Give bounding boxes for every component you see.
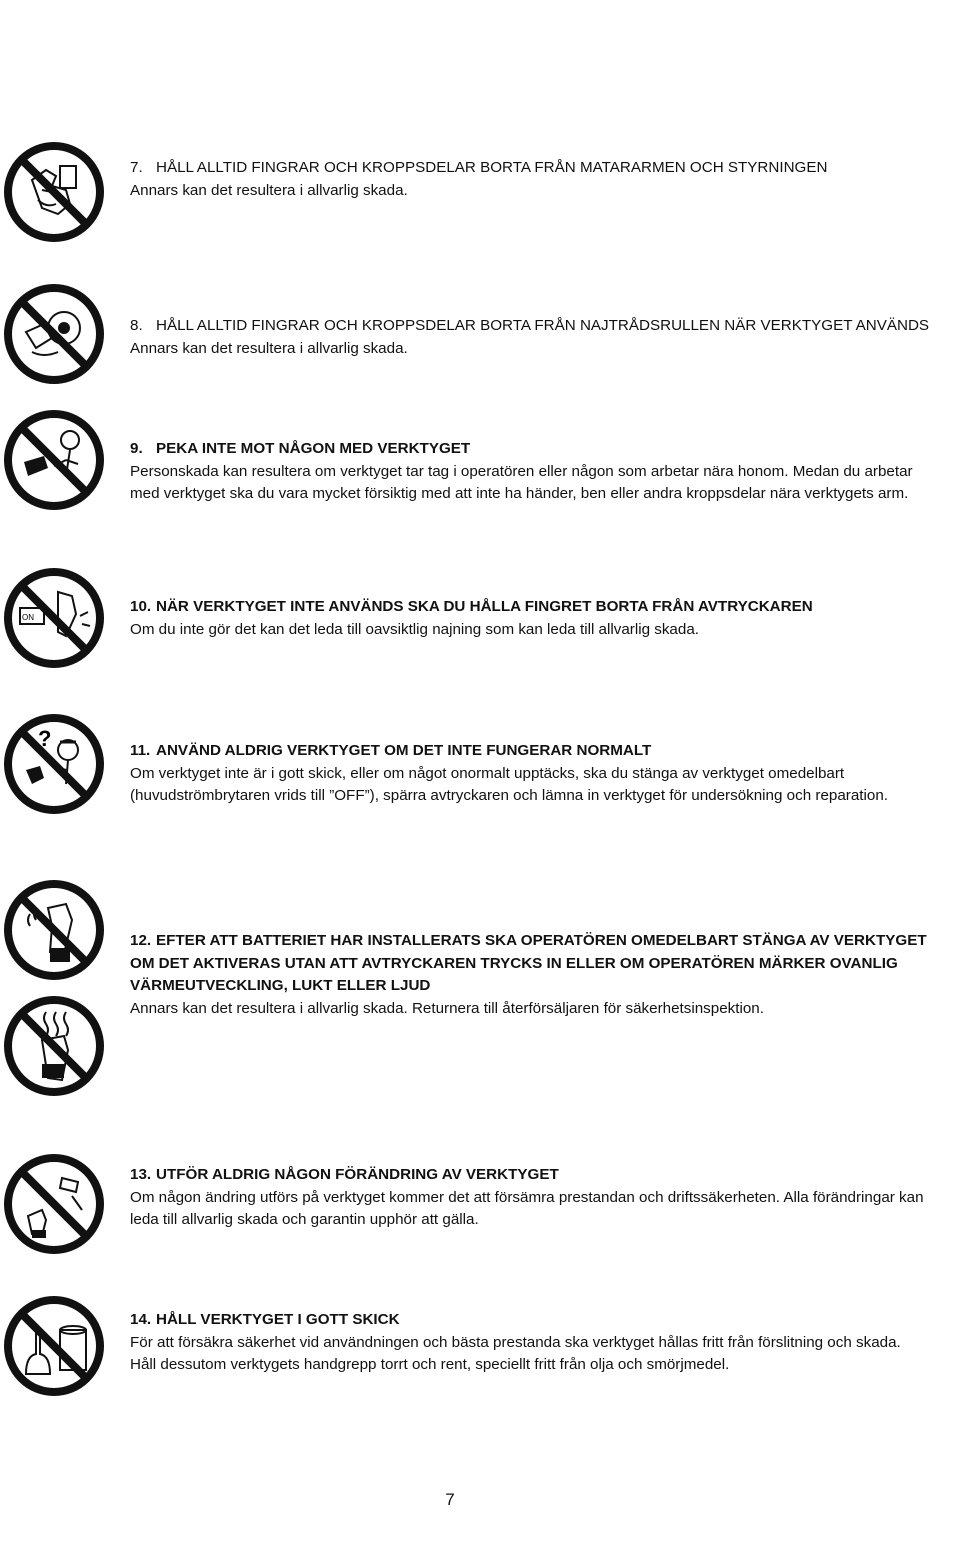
item-body: Om du inte gör det kan det leda till oavsiktlig najning som kan leda till allvarlig skada. [130,620,699,638]
item-heading: 7. HÅLL ALLTID FINGRAR OCH KROPPSDELAR BORTA FRÅN MATARARMEN OCH STYRNINGEN [130,159,828,176]
safety-item-text [130,740,930,808]
safety-item-text [130,438,930,506]
prohibition-modification-icon [2,1152,106,1256]
item-heading: 12. EFTER ATT BATTERIET HAR INSTALLERATS SKA OPERATÖREN OMEDELBART STÄNGA AV VERKTYGET OM DET AKTIVERAS UTAN ATT AVTRYCKAREN TRYCKS IN ELLER OM OPERATÖREN MÄRKER OVANLIG VÄRMEUTVECKLING, LUKT ELLER LJUD [130,932,927,994]
item-heading: 8. HÅLL ALLTID FINGRAR OCH KROPPSDELAR BORTA FRÅN NAJTRÅDSRULLEN NÄR VERKTYGET ANVÄNDS [130,317,930,334]
prohibition-malfunction-icon [2,712,106,816]
prohibition-battery-heat-icon [2,878,106,982]
safety-item-text [130,315,930,360]
safety-item-text [130,1309,930,1377]
svg-text:ON: ON [22,613,34,622]
item-body: Annars kan det resultera i allvarlig skada. [130,339,408,357]
item-heading: 10. NÄR VERKTYGET INTE ANVÄNDS SKA DU HÅLLA FINGRET BORTA FRÅN AVTRYCKAREN [130,598,813,615]
svg-text:?: ? [38,726,52,751]
item-heading: 13. UTFÖR ALDRIG NÅGON FÖRÄNDRING AV VERKTYGET [130,1166,559,1183]
item-heading: 11. ANVÄND ALDRIG VERKTYGET OM DET INTE FUNGERAR NORMALT [130,742,652,759]
prohibition-heat-smoke-icon [2,994,106,1098]
item-heading: 9. PEKA INTE MOT NÅGON MED VERKTYGET [130,440,471,457]
safety-item-text [130,1164,930,1232]
item-body: Om verktyget inte är i gott skick, eller om något onormalt upptäcks, ska du stänga av verktyget omedelbart (huvudströmbrytaren vrids till ”OFF”), spärra avtryckaren och lämna in verktyget för undersökning och reparation. [130,764,888,804]
safety-item-text [130,596,930,641]
prohibition-trigger-icon [2,566,106,670]
safety-item-text [130,930,930,1020]
item-body: För att försäkra säkerhet vid användningen och bästa prestanda ska verktyget hållas fritt från förslitning och skada. Håll dessutom verktygets handgrepp torrt och rent, speciellt fritt från olja och smörjmedel. [130,1333,901,1373]
item-body: Annars kan det resultera i allvarlig skada. Returnera till återförsäljaren för säkerhetsinspektion. [130,999,764,1017]
prohibition-wire-reel-icon [2,282,106,386]
item-heading: 14. HÅLL VERKTYGET I GOTT SKICK [130,1311,400,1328]
prohibition-oil-can-icon [2,1294,106,1398]
page-number: 7 [445,1490,455,1509]
item-body: Personskada kan resultera om verktyget tar tag i operatören eller någon som arbetar nära honom. Medan du arbetar med verktyget ska du vara mycket försiktig med att inte ha händer, ben eller andra kroppsdelar nära verktygets arm. [130,462,913,502]
safety-item-text [130,157,930,202]
prohibition-hand-feeder-icon [2,140,106,244]
item-body: Annars kan det resultera i allvarlig skada. [130,181,408,199]
item-body: Om någon ändring utförs på verktyget kommer det att försämra prestandan och driftssäkerheten. Alla förändringar kan leda till allvarlig skada och garantin upphör att gälla. [130,1188,924,1228]
prohibition-point-at-person-icon [2,408,106,512]
